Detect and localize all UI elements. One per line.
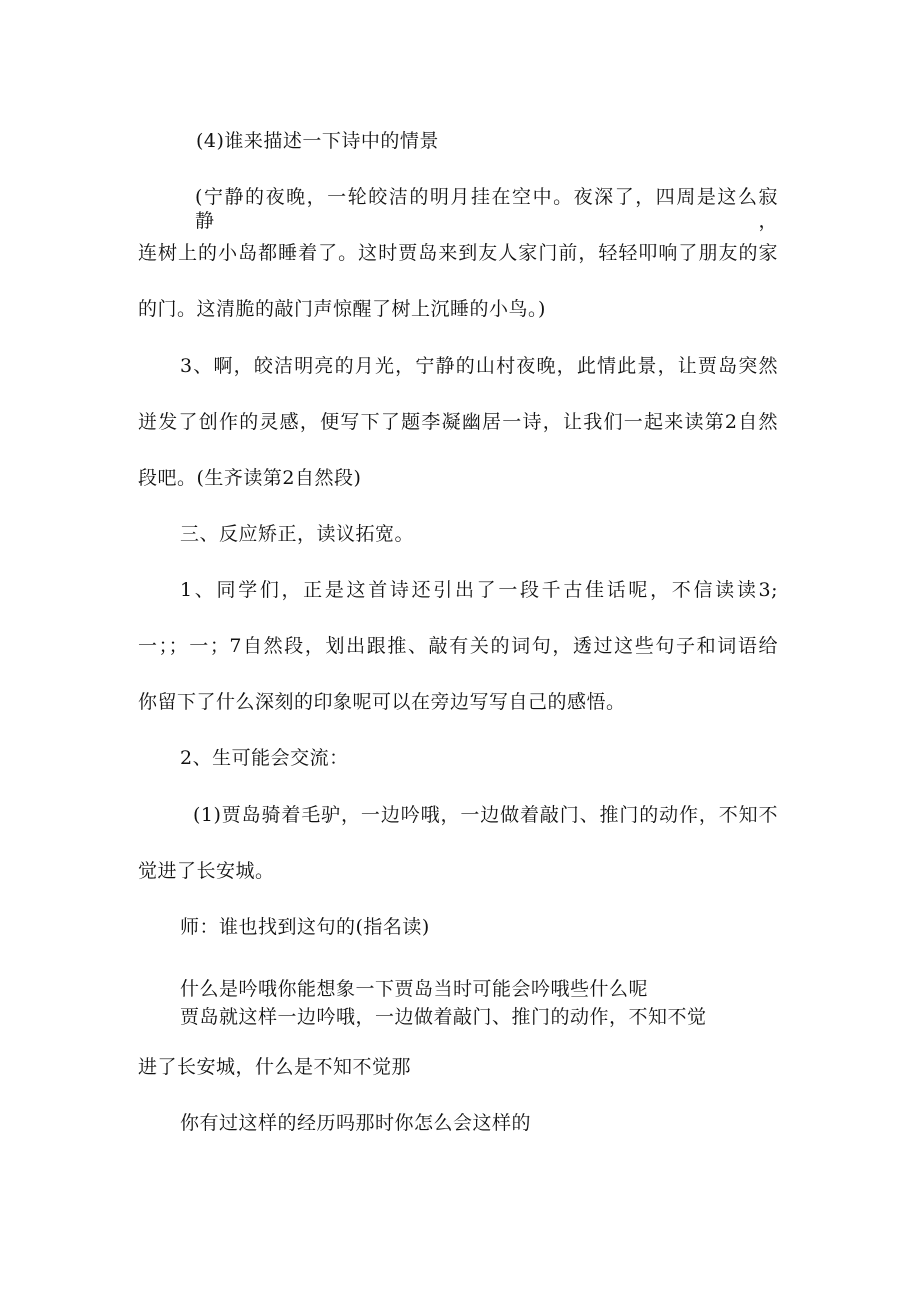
paragraph-line: 3、啊，皎洁明亮的月光，宁静的山村夜晚，此情此景，让贾岛突然 [180,355,778,377]
paragraph-line: 觉进了长安城。 [138,860,275,882]
section-heading: 三、反应矫正，读议拓宽。 [180,523,415,545]
paragraph-line: 什么是吟哦你能想象一下贾岛当时可能会吟哦些什么呢 [180,978,649,1000]
paragraph-line: (宁静的夜晚，一轮皎洁的明月挂在空中。夜深了，四周是这么寂静， [195,186,778,232]
paragraph-line: 1、同学们，正是这首诗还引出了一段千古佳话呢，不信读读3; [180,579,778,601]
paragraph-line: 2、生可能会交流： [180,747,349,769]
paragraph-line: 连树上的小岛都睡着了。这时贾岛来到友人家门前，轻轻叩响了朋友的家 [138,242,778,264]
paragraph-line: 段吧。(生齐读第2自然段) [138,467,362,489]
paragraph-line: 迸发了创作的灵感，便写下了题李凝幽居一诗，让我们一起来读第2自然 [138,411,778,433]
paragraph-line: 你有过这样的经历吗那时你怎么会这样的 [180,1112,532,1134]
paragraph-line: 你留下了什么深刻的印象呢可以在旁边写写自己的感悟。 [138,691,626,713]
paragraph-line: 贾岛就这样一边吟哦，一边做着敲门、推门的动作，不知不觉 [180,1006,707,1028]
paragraph-line: (4)谁来描述一下诗中的情景 [196,130,439,152]
paragraph-line: 进了长安城，什么是不知不觉那 [138,1056,412,1078]
paragraph-line: 一；；一；7自然段，划出跟推、敲有关的词句，透过这些句子和词语给 [138,635,778,657]
paragraph-line: 师：谁也找到这句的(指名读) [180,916,430,938]
paragraph-line: (1)贾岛骑着毛驴，一边吟哦，一边做着敲门、推门的动作，不知不 [193,804,778,826]
paragraph-line: 的门。这清脆的敲门声惊醒了树上沉睡的小鸟。) [138,298,546,320]
